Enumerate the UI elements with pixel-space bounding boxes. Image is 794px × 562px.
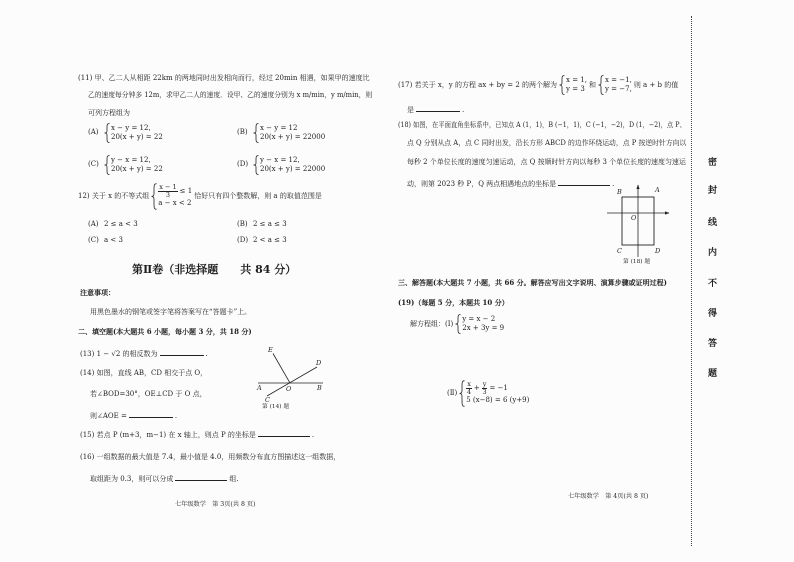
q18-last-prefix: 动，则第 2023 秒 P，Q 两点相遇地点的坐标是 — [407, 180, 557, 188]
answer-blank — [558, 178, 610, 186]
brace-glyph — [559, 75, 565, 95]
q12-option-a-text: 2 ≤ a < 3 — [104, 220, 138, 228]
q11-line-2: 乙的速度每分钟多 12m，求甲乙二人的速度．设甲、乙的速度分别为 x m/min，y m/min，则 — [88, 91, 373, 99]
equation: 20(x + y) = 22000 — [260, 133, 326, 141]
q12-option-d-text: 2 < a ≤ 3 — [253, 236, 287, 244]
q14-line-3 — [90, 410, 177, 421]
equation-system — [459, 380, 529, 407]
q16-line-2 — [90, 473, 239, 484]
inequality-system — [151, 183, 192, 210]
q18-line-2: 点 Q 分别从点 A，点 C 同时出发，沿长方形 ABCD 的边作环绕运动，点 P 按逆时针方向以 — [407, 139, 687, 147]
q12-option-c-text: a < 3 — [104, 236, 123, 244]
label-c: C — [617, 247, 622, 255]
q12-stem — [78, 183, 322, 210]
brace-glyph — [253, 155, 259, 175]
q15-suffix: . — [311, 431, 315, 439]
section3-title: 三、解答题(本大题共 7 小题，共 66 分。解答应写出文字说明、演算步骤或证明过程) — [398, 278, 667, 287]
q17-line2-suffix: . — [462, 106, 465, 114]
q11-option-d-system — [251, 155, 327, 175]
q12-option-d-label: (D) — [237, 236, 249, 244]
equations — [111, 124, 163, 143]
figure-14 — [255, 343, 325, 403]
figure-18 — [605, 183, 671, 259]
answer-blank — [416, 104, 460, 112]
q11-option-b-system — [251, 123, 327, 143]
inequality-2: a − x < 2 — [158, 199, 192, 208]
q12-option-c-label: (C) — [88, 236, 99, 244]
equation: y = 3 — [566, 85, 585, 93]
seal-char: 密 — [708, 158, 718, 168]
equation-2: 5 (x−8) = 6 (y+9) — [466, 396, 530, 405]
label-e: E — [268, 346, 273, 354]
q11-option-c-system — [102, 155, 165, 175]
q11-line-3: 可列方程组为 — [88, 109, 130, 117]
label-b: B — [617, 188, 622, 196]
x-axis-arrow — [665, 211, 670, 214]
q17-line-2 — [407, 104, 464, 115]
label-a: A — [257, 384, 262, 392]
q14-line-1: (14) 如图，直线 AB，CD 相交于点 O， — [80, 369, 208, 377]
seal-char: 不 — [708, 279, 718, 289]
equation: x = −1, — [605, 75, 632, 84]
q14-ask: 则∠AOE = — [90, 412, 127, 420]
q19-head: (19)（每题 5 分，本题共 10 分） — [398, 298, 509, 307]
brace-glyph — [459, 380, 465, 407]
q18-last-suffix: . — [612, 180, 615, 188]
brace-glyph — [104, 155, 110, 175]
seal-char: 内 — [708, 248, 718, 258]
q15 — [80, 429, 314, 440]
equation: 20(x + y) = 22 — [111, 133, 163, 141]
q19-part-1 — [410, 314, 506, 334]
seal-char: 题 — [708, 369, 718, 379]
q14-suffix: . — [174, 412, 178, 420]
seal-char: 线 — [708, 218, 718, 228]
q14-line-2: 若∠BOD=30°，OE⊥CD 于 O 点， — [90, 390, 207, 398]
part2-title: 第Ⅱ卷（非选择题 共 84 分） — [132, 263, 297, 276]
label-d: D — [655, 247, 661, 255]
right-hand-side: = −1 — [489, 384, 508, 392]
y-axis-arrow — [636, 185, 639, 190]
q12-option-b-text: 2 ≤ a ≤ 3 — [253, 220, 287, 228]
equation-system — [455, 314, 504, 334]
q11-option-a-system — [102, 123, 165, 143]
q11-option-d-label: (D) — [237, 160, 249, 168]
notice-text: 用黑色墨水的钢笔或签字笔将答案写在“答题卡”上。 — [90, 308, 252, 316]
left-page-footer: 七年级数学 第 3页(共 8 页) — [175, 501, 256, 508]
q12-option-b-label: (B) — [237, 220, 248, 228]
q19-part1-prefix: 解方程组：(Ⅰ) — [410, 319, 454, 328]
answer-blank — [258, 429, 310, 437]
brace-glyph — [253, 123, 259, 143]
equations — [466, 381, 529, 406]
q17-stem — [398, 75, 678, 95]
equation: x − y = 12, — [111, 123, 151, 132]
ray-oe — [273, 354, 290, 384]
q18-line-3: 每秒 2 个单位长度的速度匀速运动，点 Q 按顺时针方向以每秒 3 个单位长度的速度匀速运 — [407, 158, 686, 166]
equation: x − y = 12 — [260, 123, 298, 132]
equation: y − x = 12, — [260, 155, 300, 164]
solution-1-system — [559, 75, 587, 95]
notice-title: 注意事项： — [80, 288, 115, 297]
q15-prefix: (15) 若点 P (m+3，m−1) 在 x 轴上，则点 P 的坐标是 — [80, 431, 256, 439]
q16-suffix: 组. — [229, 475, 239, 483]
equation-system — [253, 155, 325, 175]
q18-line-4 — [407, 178, 614, 189]
q12-suffix: 恰好只有四个整数解，则 a 的取值范围是 — [194, 192, 322, 200]
line-cd — [267, 367, 317, 396]
denominator: 3 — [165, 191, 171, 200]
brace-glyph — [598, 75, 604, 95]
numerator: x − 1 — [159, 183, 177, 192]
figure-14-caption: 第 (14) 题 — [262, 404, 290, 410]
label-b: B — [317, 384, 322, 392]
equation-system — [104, 123, 163, 143]
solution-2-system — [598, 75, 632, 95]
q18-line-1: (18) 如图，在平面直角坐标系中，已知点 A (1，1)，B (−1，1)，C (−1，−2)，D (1，−2)，点 P、 — [398, 121, 686, 129]
label-o: O — [631, 214, 637, 222]
equation: y = −7, — [605, 85, 632, 93]
inequalities — [158, 184, 192, 209]
denominator: 4 — [467, 388, 472, 397]
figure-18-caption: 第 (18) 题 — [623, 259, 651, 265]
q11-option-b-label: (B) — [237, 128, 248, 136]
seal-char: 封 — [708, 186, 718, 196]
fraction — [466, 381, 472, 396]
label-o: O — [286, 385, 292, 393]
equations — [462, 315, 504, 334]
inequality-1-rest: ≤ 1 — [179, 187, 193, 195]
brace-glyph — [104, 123, 110, 143]
q12-prefix: 12) 关于 x 的不等式组 — [78, 192, 150, 200]
equation: 2x + 3y = 9 — [462, 324, 505, 332]
label-d: D — [316, 359, 322, 367]
label-c: C — [265, 396, 270, 404]
equation: y = x − 2 — [462, 314, 496, 323]
equation-system — [253, 123, 325, 143]
q11-line-1: (11) 甲、乙二人从相距 22km 的两地同时出发相向而行，经过 20min 相遇，如果甲的速度比 — [78, 74, 370, 82]
q13-prefix: (13) 1 − √2 的相反数为 — [80, 350, 158, 358]
inequality-1 — [158, 184, 192, 199]
equations — [566, 76, 587, 95]
label-a: A — [655, 186, 660, 194]
answer-blank — [129, 410, 173, 418]
q11-option-a-label: (A) — [88, 128, 99, 136]
equations — [111, 156, 163, 175]
equation: y − x = 12, — [111, 155, 151, 164]
seal-char: 答 — [708, 339, 718, 349]
equations — [260, 124, 325, 143]
equation: 20(x + y) = 22000 — [260, 165, 326, 173]
q13 — [80, 348, 208, 359]
q16-prefix: 取组距为 0.3，则可以分成 — [90, 475, 174, 483]
brace-glyph — [151, 183, 157, 210]
right-page-footer: 七年级数学 第 4页(共 8 页) — [568, 493, 649, 500]
fraction — [482, 381, 488, 396]
brace-glyph — [455, 314, 461, 334]
q17-suffix: 则 a + b 的值 — [633, 80, 679, 89]
operator: + — [473, 384, 480, 392]
q17-prefix: (17) 若关于 x，y 的方程 ax + by = 2 的两个解为 — [398, 80, 558, 89]
q19-part2-label: (Ⅱ) — [447, 389, 458, 397]
q16-line-1: (16) 一组数据的最大值是 7.4，最小值是 4.0，用频数分布直方图描述这一组数据， — [80, 453, 341, 461]
denominator: 3 — [482, 388, 487, 397]
q11-option-c-label: (C) — [88, 160, 99, 168]
section2-title: 二、填空题(本大题共 6 小题，每小题 3 分，共 18 分) — [78, 327, 252, 336]
answer-blank — [175, 473, 227, 481]
equations — [605, 76, 632, 95]
q12-option-a-label: (A) — [88, 220, 99, 228]
answer-blank — [160, 348, 204, 356]
equation: x = 1, — [566, 75, 587, 84]
numerator: y — [482, 380, 487, 389]
equation-1 — [466, 381, 529, 396]
numerator: x — [467, 380, 471, 389]
seal-dotted-line — [691, 16, 692, 546]
q19-part-2 — [447, 380, 531, 407]
q17-line2-prefix: 是 — [407, 106, 414, 114]
seal-char: 得 — [708, 309, 718, 319]
fraction — [158, 184, 177, 199]
equation: 20(x + y) = 22 — [111, 165, 163, 173]
q17-and: 和 — [589, 80, 596, 89]
equation-system — [104, 155, 163, 175]
equations — [260, 156, 325, 175]
q13-suffix: . — [205, 350, 208, 358]
